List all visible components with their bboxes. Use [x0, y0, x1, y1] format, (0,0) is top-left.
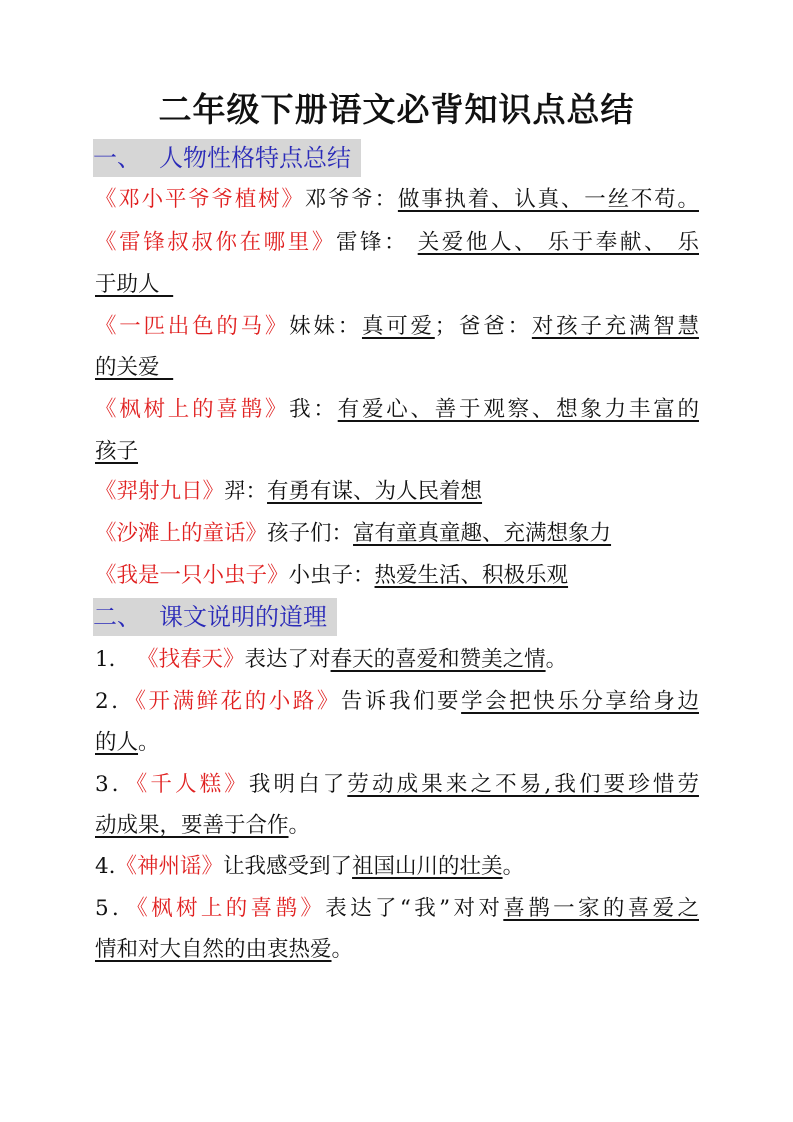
character-name: 羿： — [224, 479, 268, 504]
lesson-item — [95, 687, 699, 717]
punctuation: 。 — [331, 937, 354, 962]
lesson-item — [95, 894, 699, 924]
character-item — [95, 185, 699, 215]
character-item-continued — [95, 353, 699, 383]
character-trait: 富有童真童趣、充满想象力 — [353, 521, 612, 546]
book-title: 《雷锋叔叔你在哪里》 — [95, 230, 336, 255]
punctuation: 。 — [138, 730, 160, 755]
lesson-item-continued — [95, 811, 699, 841]
item-number: 2． — [95, 689, 136, 714]
book-title: 《沙滩上的童话》 — [95, 521, 268, 546]
book-title: 《一匹出色的马》 — [95, 314, 290, 339]
lesson-text: 学会把快乐分享给身边 — [461, 689, 699, 714]
book-title: 《邓小平爷爷植树》 — [95, 187, 305, 212]
lesson-text: 动成果，要善于合作 — [95, 813, 289, 838]
section-heading-2 — [93, 598, 337, 636]
character-name: 孩子们： — [267, 521, 354, 546]
character-name: ；爸爸： — [434, 314, 532, 339]
book-title: 《枫树上的喜鹊》 — [95, 397, 290, 422]
character-name: 小虫子： — [288, 563, 375, 588]
character-trait: 于助人 — [95, 272, 160, 297]
character-name: 雷锋： — [335, 230, 409, 255]
book-title: 《千人糕》 — [136, 772, 249, 797]
punctuation: 。 — [288, 813, 311, 838]
book-title: 《开满鲜花的小路》 — [135, 689, 341, 714]
character-trait: 有爱心、善于观察、想象力丰富的 — [337, 397, 699, 422]
character-item-continued — [95, 437, 699, 467]
book-title: 《枫树上的喜鹊》 — [136, 896, 326, 921]
lesson-intro: 让我感受到了 — [223, 854, 353, 879]
section-title: 人物性格特点总结 — [159, 144, 351, 172]
character-item — [95, 561, 699, 591]
item-number: 3． — [95, 772, 137, 797]
character-name: 我： — [289, 397, 338, 422]
character-item — [95, 477, 699, 507]
book-title: 《找春天》 — [137, 647, 245, 672]
book-title: 《羿射九日》 — [95, 479, 225, 504]
punctuation: 。 — [502, 854, 525, 879]
section-title: 课文说明的道理 — [159, 603, 327, 631]
character-trait: 孩子 — [95, 439, 139, 464]
lesson-text: 的人 — [95, 730, 139, 755]
character-trait: 做事执着、认真、一丝不苟。 — [397, 187, 699, 212]
item-number: 1． — [95, 647, 131, 672]
lesson-text: 劳动成果来之不易,我们要珍惜劳 — [347, 772, 699, 797]
character-item — [95, 395, 699, 425]
lesson-intro: 表达了对 — [244, 647, 331, 672]
book-title: 《我是一只小虫子》 — [95, 563, 289, 588]
character-trait: 真可爱 — [361, 314, 435, 339]
lesson-text: 祖国山川的壮美 — [352, 854, 503, 879]
lesson-item — [95, 852, 699, 882]
lesson-item — [95, 770, 699, 800]
section-number: 二、 — [93, 603, 141, 631]
character-item — [95, 228, 699, 258]
character-trait: 的关爱 — [95, 355, 160, 380]
page-title: 二年级下册语文必背知识点总结 — [158, 90, 635, 129]
character-item-continued — [95, 270, 699, 300]
character-trait: 对孩子充满智慧 — [531, 314, 699, 339]
lesson-intro: 表达了“我”对对 — [325, 896, 504, 921]
punctuation: 。 — [545, 647, 568, 672]
section-number: 一、 — [93, 144, 141, 172]
section-heading-1 — [93, 139, 361, 177]
lesson-text: 喜鹊一家的喜爱之 — [503, 896, 699, 921]
character-item — [95, 312, 699, 342]
book-title: 《神州谣》 — [115, 854, 224, 879]
character-trait: 有勇有谋、为人民着想 — [267, 479, 483, 504]
lesson-text: 春天的喜爱和赞美之情 — [330, 647, 546, 672]
character-name: 妹妹： — [289, 314, 362, 339]
character-name: 邓爷爷： — [304, 187, 398, 212]
lesson-intro: 我明白了 — [248, 772, 348, 797]
lesson-intro: 告诉我们要 — [340, 689, 462, 714]
item-number: 4. — [95, 854, 116, 879]
item-number: 5． — [95, 896, 137, 921]
lesson-text: 情和对大自然的由衷热爱 — [95, 937, 332, 962]
lesson-item-continued — [95, 935, 699, 965]
character-item — [95, 519, 699, 549]
character-trait: 关爱他人、 乐于奉献、 乐 — [417, 230, 699, 255]
lesson-item — [95, 645, 699, 675]
lesson-item-continued — [95, 728, 699, 758]
character-trait: 热爱生活、积极乐观 — [374, 563, 569, 588]
